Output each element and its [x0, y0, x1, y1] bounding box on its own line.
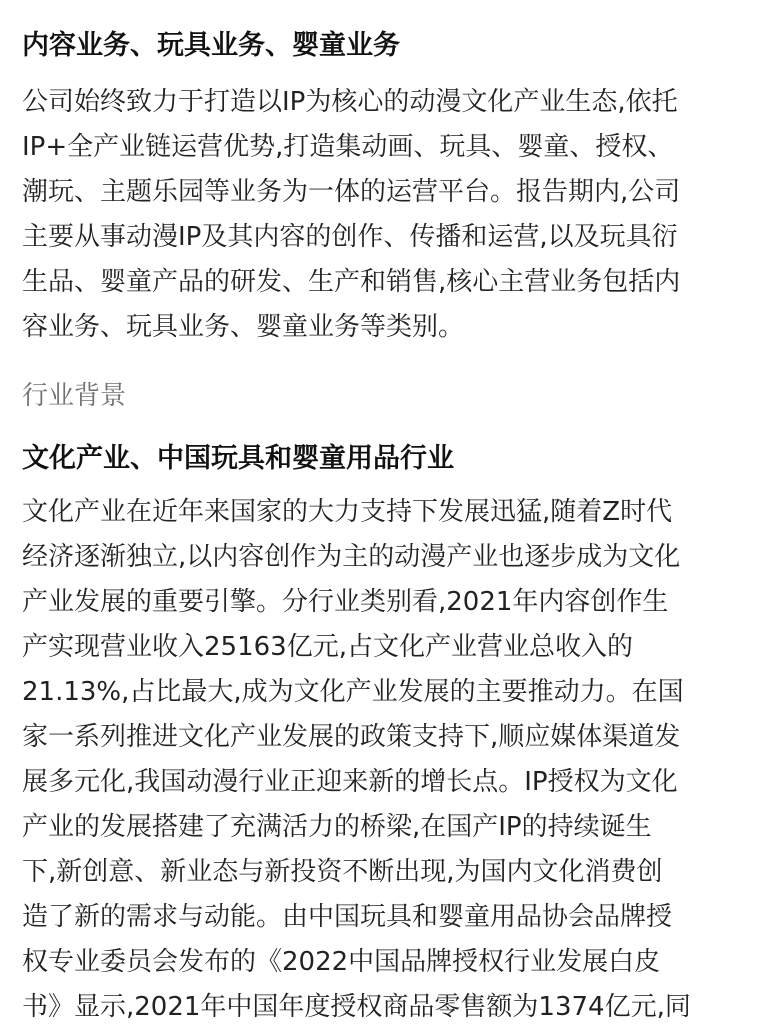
paragraph-line: 下,新创意、新业态与新投资不断出现,为国内文化消费创: [22, 857, 663, 887]
paragraph-line: 潮玩、主题乐园等业务为一体的运营平台。报告期内,公司: [22, 177, 681, 207]
paragraph-line: 21.13%,占比最大,成为文化产业发展的主要推动力。在国: [22, 677, 684, 707]
paragraph-line: 权专业委员会发布的《2022中国品牌授权行业发展白皮: [22, 947, 661, 977]
section-heading-industry: 文化产业、中国玩具和婴童用品行业: [22, 443, 454, 474]
paragraph-line: 家一系列推进文化产业发展的政策支持下,顺应媒体渠道发: [22, 722, 681, 752]
section-heading-business: 内容业务、玩具业务、婴童业务: [22, 30, 400, 61]
paragraph-line: 容业务、玩具业务、婴童业务等类别。: [22, 312, 465, 342]
paragraph-line: 造了新的需求与动能。由中国玩具和婴童用品协会品牌授: [22, 902, 673, 932]
paragraph-line: 产业的发展搭建了充满活力的桥梁,在国产IP的持续诞生: [22, 812, 652, 842]
paragraph-line: 公司始终致力于打造以IP为核心的动漫文化产业生态,依托: [22, 87, 678, 117]
paragraph-line: IP+全产业链运营优势,打造集动画、玩具、婴童、授权、: [22, 132, 674, 162]
paragraph-line: 主要从事动漫IP及其内容的创作、传播和运营,以及玩具衍: [22, 222, 678, 252]
paragraph-line: 产业发展的重要引擎。分行业类别看,2021年内容创作生: [22, 587, 669, 617]
paragraph-company-business: [22, 80, 680, 350]
paragraph-line: 生品、婴童产品的研发、生产和销售,核心主营业务包括内: [22, 267, 681, 297]
paragraph-industry: [22, 490, 691, 1030]
paragraph-line: 文化产业在近年来国家的大力支持下发展迅猛,随着Z时代: [22, 497, 673, 527]
paragraph-line: 产实现营业收入25163亿元,占文化产业营业总收入的: [22, 632, 633, 662]
paragraph-line: 书》显示,2021年中国年度授权商品零售额为1374亿元,同: [22, 992, 691, 1022]
section-label-industry-background: 行业背景: [22, 381, 127, 411]
paragraph-line: 经济逐渐独立,以内容创作为主的动漫产业也逐步成为文化: [22, 542, 681, 572]
paragraph-line: 展多元化,我国动漫行业正迎来新的增长点。IP授权为文化: [22, 767, 678, 797]
